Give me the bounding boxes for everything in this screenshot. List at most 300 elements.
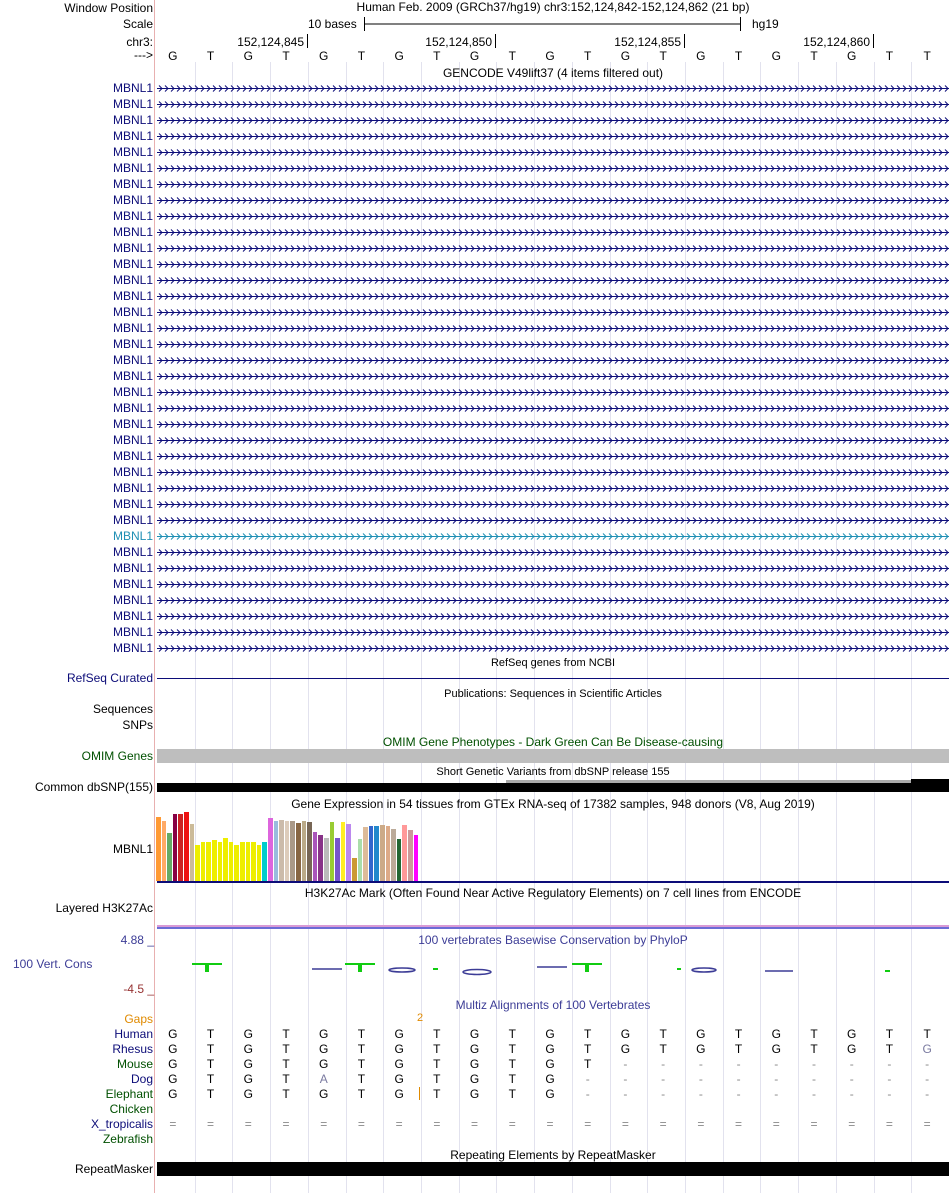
scale-bar	[364, 16, 744, 32]
repeatmasker-title: Repeating Elements by RepeatMasker	[450, 1148, 656, 1162]
alignment-base: =	[244, 1117, 252, 1131]
alignment-base: -	[925, 1057, 930, 1071]
species-label[interactable]: Mouse	[116, 1057, 153, 1071]
gencode-transcript-intron[interactable]	[157, 228, 949, 237]
alignment-base: T	[357, 1087, 366, 1101]
dbsnp-label[interactable]: Common dbSNP(155)	[34, 780, 153, 794]
gtex-tissue-bar[interactable]	[251, 842, 256, 881]
gencode-transcript-intron[interactable]	[157, 340, 949, 349]
alignment-base: T	[282, 1087, 290, 1101]
gencode-transcript-intron[interactable]	[157, 196, 949, 205]
alignment-base: G	[168, 1087, 178, 1101]
alignment-base: G	[319, 1087, 329, 1101]
gap-insertion-marker	[419, 1087, 420, 1100]
gencode-transcript-label[interactable]: MBNL1	[112, 97, 153, 111]
gtex-tissue-bar[interactable]	[184, 812, 189, 881]
gencode-transcript-intron[interactable]	[157, 372, 949, 381]
alignment-base: =	[320, 1117, 328, 1131]
gencode-transcript-label[interactable]: MBNL1	[112, 273, 153, 287]
alignment-base: T	[508, 1087, 516, 1101]
alignment-base: G	[168, 1072, 178, 1086]
species-label[interactable]: X_tropicalis	[90, 1117, 153, 1131]
coordinate-label: 152,124,860	[803, 35, 870, 49]
gencode-title: GENCODE V49lift37 (4 items filtered out)	[442, 66, 664, 80]
scale-label: Scale	[122, 17, 153, 31]
alignment-base: T	[810, 1042, 818, 1056]
alignment-base: G	[469, 1072, 480, 1086]
gencode-transcript-label[interactable]: MBNL1	[112, 641, 153, 655]
gencode-transcript-intron[interactable]	[157, 596, 949, 605]
gtex-tissue-bar[interactable]	[279, 820, 284, 881]
gencode-transcript-intron[interactable]	[157, 532, 949, 541]
publications-label-snps[interactable]: SNPs	[122, 718, 153, 732]
alignment-base: G	[545, 1027, 555, 1041]
alignment-base: G	[771, 1027, 781, 1041]
gtex-tissue-bar[interactable]	[218, 842, 223, 881]
alignment-base: -	[585, 1072, 590, 1086]
gtex-tissue-bar[interactable]	[363, 827, 368, 881]
gtex-tissue-bar[interactable]	[212, 840, 217, 881]
alignment-base: =	[508, 1117, 516, 1131]
gaps-label[interactable]: Gaps	[124, 1012, 153, 1026]
alignment-base: T	[433, 1042, 441, 1056]
gtex-tissue-bar[interactable]	[391, 829, 396, 881]
alignment-base: T	[659, 1027, 667, 1041]
alignment-base: -	[849, 1072, 854, 1086]
chrom-label: chr3:	[126, 35, 153, 49]
gencode-transcript-intron[interactable]	[157, 452, 949, 461]
gencode-transcript-label[interactable]: MBNL1	[112, 385, 153, 399]
species-label[interactable]: Human	[114, 1027, 153, 1041]
alignment-base: -	[811, 1072, 816, 1086]
scale-text: 10 bases	[308, 17, 357, 31]
gencode-transcript-label[interactable]: MBNL1	[112, 561, 153, 575]
reference-base: T	[508, 49, 516, 63]
alignment-base: -	[925, 1087, 930, 1101]
alignment-base: T	[357, 1072, 366, 1086]
alignment-base: G	[545, 1072, 555, 1086]
reference-base: T	[923, 49, 931, 63]
gtex-tissue-bar[interactable]	[290, 821, 295, 881]
gtex-tissue-bar[interactable]	[156, 817, 161, 881]
alignment-base: -	[811, 1057, 816, 1071]
alignment-base: G	[319, 1057, 329, 1071]
alignment-base: T	[282, 1057, 290, 1071]
gencode-transcript-intron[interactable]	[157, 292, 949, 301]
gtex-tissue-bar[interactable]	[408, 830, 413, 881]
gencode-transcript-label[interactable]: MBNL1	[112, 225, 153, 239]
gtex-tissue-bar[interactable]	[324, 838, 329, 881]
alignment-base: -	[887, 1087, 892, 1101]
gencode-transcript-label[interactable]: MBNL1	[112, 401, 153, 415]
reference-base: T	[810, 49, 818, 63]
gtex-tissue-bar[interactable]	[201, 842, 206, 881]
gencode-transcript-label[interactable]: MBNL1	[112, 593, 153, 607]
alignment-base: T	[659, 1042, 667, 1056]
gencode-transcript-intron[interactable]	[157, 628, 949, 637]
gencode-transcript-label[interactable]: MBNL1	[112, 81, 153, 95]
reference-base: G	[168, 49, 178, 63]
gencode-transcript-intron[interactable]	[157, 308, 949, 317]
strand-label: --->	[134, 48, 153, 62]
assembly-position: Human Feb. 2009 (GRCh37/hg19) chr3:152,124,842-152,124,862 (21 bp)	[356, 0, 750, 14]
gencode-transcript-label[interactable]: MBNL1	[112, 513, 153, 527]
coordinate-tick	[873, 34, 874, 48]
gtex-tissue-bar[interactable]	[190, 824, 195, 881]
gencode-transcript-intron[interactable]	[157, 180, 949, 189]
alignment-base: =	[810, 1117, 818, 1131]
gencode-transcript-label[interactable]: MBNL1	[112, 481, 153, 495]
alignment-base: -	[774, 1057, 779, 1071]
gtex-tissue-bar[interactable]	[296, 823, 301, 881]
gencode-transcript-intron[interactable]	[157, 564, 949, 573]
alignment-base: T	[584, 1042, 592, 1056]
gtex-tissue-bar[interactable]	[369, 826, 374, 881]
alignment-base: =	[621, 1117, 629, 1131]
gtex-tissue-bar[interactable]	[380, 825, 385, 881]
gencode-transcript-intron[interactable]	[157, 148, 949, 157]
multiz-title: Multiz Alignments of 100 Vertebrates	[455, 998, 651, 1012]
gtex-tissue-bar[interactable]	[318, 835, 323, 881]
species-label[interactable]: Elephant	[105, 1087, 153, 1101]
gtex-tissue-bar[interactable]	[178, 814, 183, 881]
alignment-base: T	[433, 1072, 441, 1086]
alignment-base: T	[206, 1072, 215, 1086]
gencode-transcript-intron[interactable]	[157, 436, 949, 445]
reference-base: G	[319, 49, 329, 63]
species-label[interactable]: Dog	[130, 1072, 153, 1086]
gencode-transcript-label[interactable]: MBNL1	[112, 337, 153, 351]
alignment-base: T	[206, 1042, 215, 1056]
reference-base: T	[357, 49, 366, 63]
gtex-tissue-bar[interactable]	[223, 838, 228, 881]
gencode-transcript-label[interactable]: MBNL1	[112, 529, 153, 543]
refseq-label[interactable]: RefSeq Curated	[66, 671, 153, 685]
gencode-transcript-label[interactable]: MBNL1	[112, 577, 153, 591]
gencode-transcript-label[interactable]: MBNL1	[112, 433, 153, 447]
repeatmasker-feature[interactable]	[157, 1162, 949, 1176]
alignment-base: G	[469, 1027, 480, 1041]
gencode-transcript-intron[interactable]	[157, 612, 949, 621]
alignment-base: T	[282, 1042, 290, 1056]
alignment-base: T	[357, 1027, 366, 1041]
alignment-base: T	[357, 1057, 366, 1071]
gtex-tissue-bar[interactable]	[402, 825, 407, 881]
gtex-tissue-bar[interactable]	[330, 822, 335, 881]
gtex-tissue-bar[interactable]	[257, 845, 262, 881]
alignment-base: =	[659, 1117, 667, 1131]
gtex-tissue-bar[interactable]	[240, 842, 245, 881]
gencode-transcript-intron[interactable]	[157, 388, 949, 397]
gencode-transcript-intron[interactable]	[157, 548, 949, 557]
alignment-base: G	[394, 1072, 404, 1086]
alignment-base: T	[282, 1027, 290, 1041]
gtex-tissue-bar[interactable]	[307, 822, 312, 881]
alignment-base: -	[811, 1087, 816, 1101]
gencode-transcript-intron[interactable]	[157, 212, 949, 221]
reference-base: G	[620, 49, 631, 63]
alignment-base: =	[923, 1117, 931, 1131]
alignment-base: G	[394, 1057, 404, 1071]
gencode-transcript-label[interactable]: MBNL1	[112, 417, 153, 431]
gencode-transcript-label[interactable]: MBNL1	[112, 129, 153, 143]
dbsnp-feature[interactable]	[157, 783, 949, 792]
alignment-base: G	[243, 1042, 253, 1056]
refseq-gene-line[interactable]	[157, 678, 949, 679]
reference-base: T	[885, 49, 894, 63]
alignment-base: G	[168, 1057, 178, 1071]
gtex-tissue-bar[interactable]	[229, 842, 234, 881]
gencode-transcript-intron[interactable]	[157, 484, 949, 493]
alignment-base: G	[696, 1042, 706, 1056]
alignment-base: =	[169, 1117, 177, 1131]
gencode-transcript-label[interactable]: MBNL1	[112, 449, 153, 463]
gencode-transcript-label[interactable]: MBNL1	[112, 353, 153, 367]
gtex-tissue-bar[interactable]	[386, 826, 391, 881]
gencode-transcript-label[interactable]: MBNL1	[112, 625, 153, 639]
alignment-base: =	[584, 1117, 592, 1131]
phylop-glyphs	[157, 955, 949, 980]
gencode-transcript-intron[interactable]	[157, 644, 949, 653]
alignment-base: T	[885, 1027, 894, 1041]
omim-label[interactable]: OMIM Genes	[81, 749, 153, 763]
alignment-base: G	[469, 1042, 480, 1056]
gencode-transcript-label[interactable]: MBNL1	[112, 545, 153, 559]
gencode-transcript-intron[interactable]	[157, 404, 949, 413]
species-label[interactable]: Chicken	[109, 1102, 153, 1116]
publications-label-sequences[interactable]: Sequences	[92, 702, 153, 716]
gtex-tissue-bar[interactable]	[167, 833, 172, 881]
gtex-tissue-bar[interactable]	[173, 814, 178, 881]
alignment-base: T	[885, 1042, 894, 1056]
alignment-base: T	[433, 1057, 441, 1071]
gencode-transcript-label[interactable]: MBNL1	[112, 305, 153, 319]
gtex-tissue-bar[interactable]	[268, 818, 273, 881]
gtex-tissue-bar[interactable]	[341, 822, 346, 881]
gtex-tissue-bar[interactable]	[246, 842, 251, 881]
coordinate-label: 152,124,845	[237, 35, 304, 49]
gtex-tissue-bar[interactable]	[397, 839, 402, 881]
species-label[interactable]: Zebrafish	[102, 1132, 153, 1146]
h3k27ac-signal-2	[157, 927, 949, 929]
alignment-base: =	[433, 1117, 441, 1131]
alignment-base: -	[736, 1072, 741, 1086]
alignment-base: G	[922, 1042, 932, 1056]
alignment-base: G	[771, 1042, 781, 1056]
gencode-transcript-intron[interactable]	[157, 420, 949, 429]
gencode-transcript-label[interactable]: MBNL1	[112, 241, 153, 255]
alignment-base: G	[620, 1027, 631, 1041]
reference-base: G	[243, 49, 253, 63]
alignment-base: G	[545, 1042, 555, 1056]
alignment-base: T	[584, 1027, 592, 1041]
alignment-base: G	[394, 1087, 404, 1101]
alignment-base: -	[698, 1072, 703, 1086]
alignment-base: =	[546, 1117, 554, 1131]
alignment-base: G	[243, 1087, 253, 1101]
gencode-transcript-label[interactable]: MBNL1	[112, 257, 153, 271]
alignment-base: -	[849, 1087, 854, 1101]
alignment-base: =	[697, 1117, 705, 1131]
alignment-base: G	[847, 1027, 857, 1041]
alignment-base: G	[469, 1087, 480, 1101]
gtex-tissue-bar[interactable]	[206, 842, 211, 881]
gtex-tissue-bar[interactable]	[162, 821, 167, 881]
gencode-transcript-label[interactable]: MBNL1	[112, 289, 153, 303]
alignment-base: G	[620, 1042, 631, 1056]
gtex-tissue-bar[interactable]	[358, 839, 363, 881]
gencode-transcript-intron[interactable]	[157, 244, 949, 253]
alignment-base: =	[282, 1117, 290, 1131]
alignment-base: G	[545, 1087, 555, 1101]
gencode-transcript-intron[interactable]	[157, 116, 949, 125]
reference-base: G	[545, 49, 555, 63]
gtex-tissue-bar[interactable]	[335, 838, 340, 881]
scale-db: hg19	[752, 17, 779, 31]
refseq-title: RefSeq genes from NCBI	[490, 657, 616, 669]
gtex-tissue-bar[interactable]	[262, 842, 267, 881]
gtex-tissue-bar[interactable]	[302, 821, 307, 881]
reference-base: G	[847, 49, 857, 63]
alignment-base: -	[661, 1057, 666, 1071]
alignment-base: G	[469, 1057, 480, 1071]
gencode-transcript-label[interactable]: MBNL1	[112, 113, 153, 127]
alignment-base: T	[508, 1027, 516, 1041]
gencode-transcript-label[interactable]: MBNL1	[112, 609, 153, 623]
gtex-tissue-bar[interactable]	[352, 858, 357, 881]
alignment-base: -	[623, 1072, 628, 1086]
gencode-transcript-label[interactable]: MBNL1	[112, 177, 153, 191]
phylop-title: 100 vertebrates Basewise Conservation by PhyloP	[418, 933, 688, 947]
alignment-base: -	[623, 1057, 628, 1071]
alignment-base: =	[207, 1117, 215, 1131]
alignment-base: T	[508, 1072, 516, 1086]
gencode-transcript-label[interactable]: MBNL1	[112, 145, 153, 159]
window-position-label: Window Position	[64, 1, 153, 15]
gencode-transcript-label[interactable]: MBNL1	[112, 321, 153, 335]
gencode-transcript-label[interactable]: MBNL1	[112, 369, 153, 383]
alignment-base: T	[206, 1087, 215, 1101]
alignment-base: -	[887, 1072, 892, 1086]
coordinate-label: 152,124,850	[425, 35, 492, 49]
reference-base: T	[659, 49, 667, 63]
gtex-separator	[157, 881, 949, 883]
gencode-transcript-label[interactable]: MBNL1	[112, 497, 153, 511]
gtex-label[interactable]: MBNL1	[112, 842, 153, 856]
alignment-base: G	[168, 1027, 178, 1041]
coordinate-tick	[495, 34, 496, 48]
alignment-base: =	[357, 1117, 365, 1131]
reference-base: G	[469, 49, 480, 63]
coordinate-label: 152,124,855	[614, 35, 681, 49]
alignment-base: -	[661, 1087, 666, 1101]
gencode-transcript-intron[interactable]	[157, 356, 949, 365]
gtex-tissue-bar[interactable]	[234, 845, 239, 881]
gaps-value: 2	[417, 1012, 424, 1024]
alignment-base: T	[734, 1027, 743, 1041]
alignment-base: G	[394, 1027, 404, 1041]
gencode-transcript-intron[interactable]	[157, 260, 949, 269]
repeatmasker-label[interactable]: RepeatMasker	[74, 1162, 153, 1176]
species-label[interactable]: Rhesus	[112, 1042, 153, 1056]
gtex-tissue-bar[interactable]	[346, 824, 351, 881]
phylop-min-label: -4.5 _	[123, 982, 154, 996]
alignment-base: =	[735, 1117, 743, 1131]
alignment-base: G	[319, 1042, 329, 1056]
dbsnp-feature-end[interactable]	[911, 779, 949, 792]
alignment-base: -	[661, 1072, 666, 1086]
reference-base: T	[282, 49, 290, 63]
alignment-base: -	[736, 1087, 741, 1101]
gencode-transcript-intron[interactable]	[157, 132, 949, 141]
alignment-base: T	[206, 1057, 215, 1071]
gencode-transcript-intron[interactable]	[157, 276, 949, 285]
phylop-max-label: 4.88 _	[120, 933, 154, 947]
gtex-tissue-bar[interactable]	[374, 826, 379, 881]
gencode-transcript-intron[interactable]	[157, 516, 949, 525]
gencode-transcript-label[interactable]: MBNL1	[112, 465, 153, 479]
alignment-base: T	[357, 1042, 366, 1056]
reference-base: G	[394, 49, 404, 63]
gencode-transcript-label[interactable]: MBNL1	[112, 193, 153, 207]
gencode-transcript-intron[interactable]	[157, 580, 949, 589]
alignment-base: T	[508, 1057, 516, 1071]
alignment-base: -	[887, 1057, 892, 1071]
alignment-base: =	[395, 1117, 403, 1131]
alignment-base: G	[243, 1072, 253, 1086]
alignment-base: -	[925, 1072, 930, 1086]
alignment-base: T	[433, 1027, 441, 1041]
gencode-transcript-intron[interactable]	[157, 84, 949, 93]
gencode-transcript-label[interactable]: MBNL1	[112, 161, 153, 175]
track-label-divider	[154, 0, 155, 1193]
gencode-transcript-intron[interactable]	[157, 500, 949, 509]
gtex-tissue-bar[interactable]	[285, 821, 290, 881]
gtex-title: Gene Expression in 54 tissues from GTEx RNA-seq of 17382 samples, 948 donors (V8, Aug 2019)	[291, 797, 815, 811]
reference-base: G	[696, 49, 706, 63]
h3k27ac-label[interactable]: Layered H3K27Ac	[55, 901, 153, 915]
alignment-base: =	[885, 1117, 893, 1131]
alignment-base: T	[734, 1042, 743, 1056]
alignment-base: G	[545, 1057, 555, 1071]
gencode-transcript-label[interactable]: MBNL1	[112, 209, 153, 223]
dbsnp-feature-upper[interactable]	[506, 780, 911, 783]
gtex-tissue-bar[interactable]	[274, 821, 279, 881]
gencode-transcript-intron[interactable]	[157, 164, 949, 173]
gtex-tissue-bar[interactable]	[313, 832, 318, 881]
alignment-base: T	[584, 1057, 592, 1071]
omim-feature[interactable]	[157, 749, 949, 763]
omim-title: OMIM Gene Phenotypes - Dark Green Can Be Disease-causing	[382, 735, 724, 749]
alignment-base: -	[774, 1087, 779, 1101]
alignment-base: -	[623, 1087, 628, 1101]
gtex-tissue-bar[interactable]	[195, 845, 200, 881]
reference-base: T	[734, 49, 743, 63]
reference-base: T	[584, 49, 592, 63]
gencode-transcript-intron[interactable]	[157, 468, 949, 477]
gencode-transcript-intron[interactable]	[157, 324, 949, 333]
reference-base: T	[206, 49, 215, 63]
alignment-base: -	[774, 1072, 779, 1086]
gtex-tissue-bar[interactable]	[414, 835, 419, 881]
phylop-label[interactable]: 100 Vert. Cons	[13, 957, 93, 971]
gencode-transcript-intron[interactable]	[157, 100, 949, 109]
alignment-base: A	[319, 1072, 328, 1086]
reference-base: G	[771, 49, 781, 63]
alignment-base: G	[847, 1042, 857, 1056]
alignment-base: G	[394, 1042, 404, 1056]
alignment-base: -	[585, 1087, 590, 1101]
